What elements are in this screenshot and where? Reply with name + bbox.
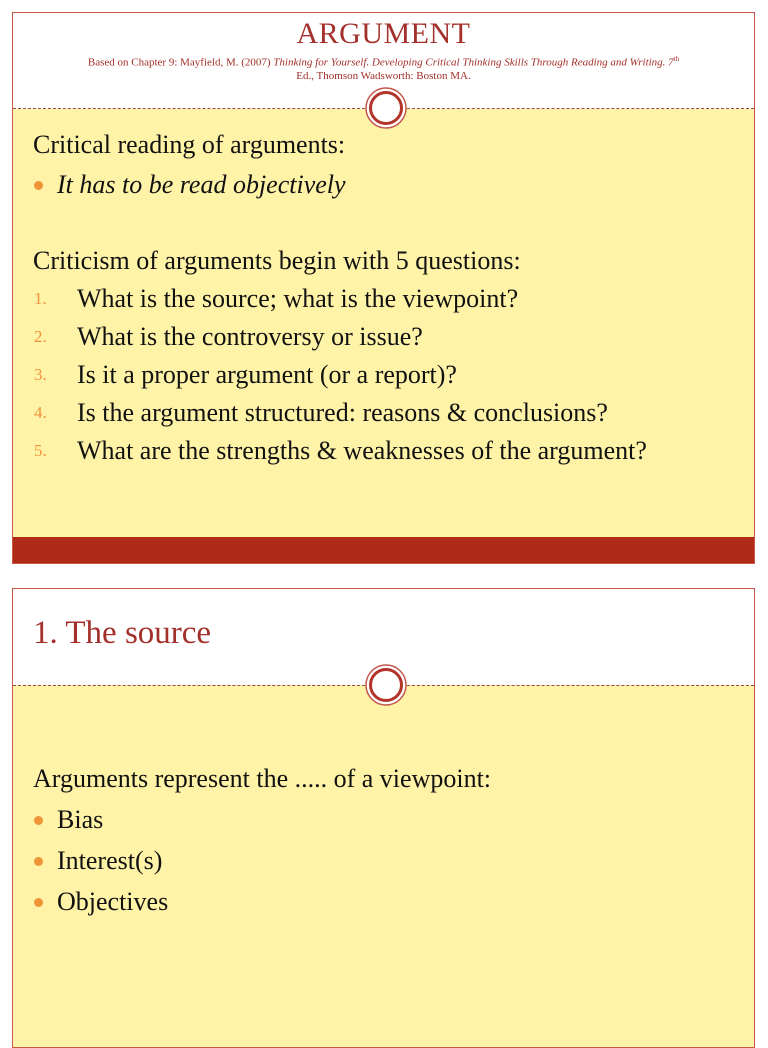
question-number: 3. [34, 365, 47, 384]
slide-argument [12, 12, 755, 564]
slide-the-source [12, 588, 755, 1048]
slide-title: ARGUMENT [296, 17, 471, 50]
question-item: Is the argument structured: reasons & conclusions? [77, 398, 608, 427]
bullet-dot [34, 181, 43, 190]
bullet-dot [34, 898, 43, 907]
subtitle-citation: Based on Chapter 9: Mayfield, M. (2007) [87, 56, 274, 69]
question-item: What is the source; what is the viewpoint? [77, 284, 519, 313]
slide-title: 1. The source [33, 615, 212, 651]
subtitle-book-title: Thinking for Yourself. Developing Critical Thinking Skills Through Reading and Writing. 7 [273, 56, 674, 69]
heading-criticism: Criticism of arguments begin with 5 questions: [33, 246, 521, 275]
subtitle-publisher: Ed., Thomson Wadsworth: Boston MA. [296, 69, 471, 82]
bullet-dot [34, 816, 43, 825]
bullet-objectives: Objectives [57, 887, 169, 916]
circle-ornament-icon [365, 664, 407, 706]
slide-content [13, 685, 754, 1047]
circle-ornament-icon [365, 87, 407, 129]
question-number: 4. [34, 403, 47, 422]
question-number: 1. [34, 289, 47, 308]
bottom-bar [13, 537, 754, 564]
intro-text: Arguments represent the ..... of a viewpoint: [33, 764, 492, 793]
question-item: What are the strengths & weaknesses of the argument? [77, 436, 647, 465]
slide-title-area [13, 589, 754, 675]
question-number: 5. [34, 441, 47, 460]
bullet-bias: Bias [57, 805, 104, 834]
bullet-read-objectively: It has to be read objectively [57, 170, 346, 199]
question-number: 2. [34, 327, 47, 346]
question-item: What is the controversy or issue? [77, 322, 423, 351]
subtitle-superscript: th [673, 55, 680, 63]
slide-subtitle [31, 53, 736, 83]
bullet-interests: Interest(s) [57, 846, 163, 875]
bullet-dot [34, 857, 43, 866]
heading-critical-reading: Critical reading of arguments: [33, 130, 346, 159]
question-item: Is it a proper argument (or a report)? [77, 360, 457, 389]
slide-content [13, 109, 754, 537]
